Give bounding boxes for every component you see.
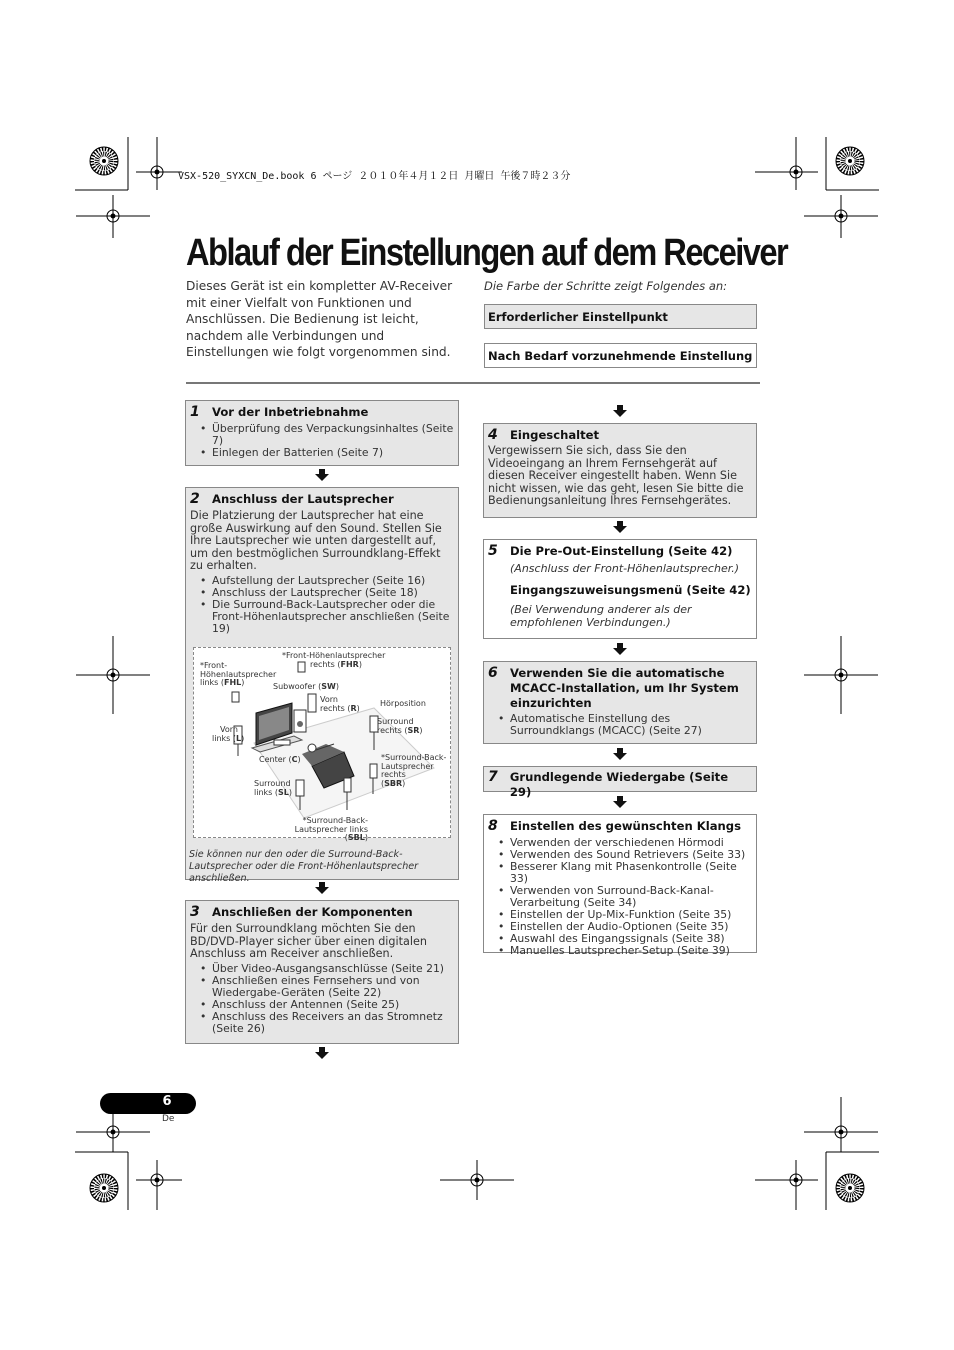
label-text: ) bbox=[356, 703, 360, 713]
label-text: rechts ( bbox=[377, 725, 408, 735]
label-sr bbox=[377, 718, 423, 735]
divider bbox=[186, 382, 760, 384]
step-3 bbox=[185, 900, 459, 1044]
arrow-down-icon bbox=[613, 643, 627, 655]
label-text: Lautsprecher links ( bbox=[294, 824, 368, 842]
intro-text: Dieses Gerät ist ein kompletter AV-Receiver mit einer Vielfalt von Funktionen und Anschlüssen. Die Bedienung ist leicht, nachdem alle Verbindungen und Einstellungen wie folgt vorgenommen sind. bbox=[186, 279, 453, 359]
list-item: • Anschließen eines Fernsehers und von Wiedergabe-Geräten (Seite 22) bbox=[212, 975, 458, 999]
label-text: Surround bbox=[377, 717, 414, 726]
label-text: *Surround-Back- bbox=[381, 753, 447, 762]
label-text: Surround bbox=[254, 779, 291, 788]
label-c bbox=[259, 756, 301, 765]
label-code: FHR bbox=[340, 659, 359, 669]
label-text: *Front-Höhenlautsprecher bbox=[282, 651, 386, 660]
step-subtitle: Eingangszuweisungsmenü (Seite 42) bbox=[510, 583, 751, 597]
step-bullets bbox=[484, 713, 756, 737]
arrow-down-icon bbox=[613, 521, 627, 533]
diagram-caption: Sie können nur den oder die Surround-Back-Lautsprecher oder die Front-Höhenlautsprecher anschließen. bbox=[189, 849, 419, 884]
step-text: Vergewissern Sie sich, dass Sie den Videoeingang an Ihrem Fernsehgerät auf diesen Receiver eingestellt haben. Wenn Sie nicht wissen, wie das geht, lesen Sie bitte die Bedienungsanleitung Ihres Fernsehgerätes. bbox=[488, 444, 744, 508]
legend-optional: Nach Bedarf vorzunehmende Einstellung bbox=[484, 343, 757, 368]
step-title: Die Pre-Out-Einstellung (Seite 42) bbox=[510, 544, 733, 558]
registration-star-icon bbox=[836, 147, 864, 175]
step-title: Anschluss der Lautsprecher bbox=[212, 492, 394, 506]
label-sl bbox=[254, 780, 292, 797]
arrow-down-icon bbox=[315, 1047, 329, 1059]
label-fhr bbox=[282, 652, 385, 669]
label-code: SR bbox=[407, 725, 420, 735]
label-code: SL bbox=[277, 787, 289, 797]
step-number: 5 bbox=[488, 543, 498, 559]
label-text: rechts bbox=[381, 770, 406, 779]
step-text: Für den Surroundklang möchten Sie den BD/DVD-Player sicher über einen digitalen Anschluss am Receiver anschließen. bbox=[190, 922, 427, 961]
label-sbr bbox=[381, 754, 446, 788]
arrow-down-icon bbox=[613, 405, 627, 417]
list-item: • Anschluss des Receivers an das Stromnetz (Seite 26) bbox=[212, 1011, 458, 1035]
label-code: SBL bbox=[347, 833, 365, 842]
step-6 bbox=[483, 661, 757, 744]
step-number: 1 bbox=[190, 404, 200, 420]
list-item: • Besserer Klang mit Phasenkontrolle (Seite 33) bbox=[510, 861, 756, 885]
page-number: 6 bbox=[162, 1094, 172, 1109]
step-number: 7 bbox=[488, 769, 498, 785]
label-sbl bbox=[272, 817, 368, 843]
step-7 bbox=[483, 766, 757, 799]
step-text: Die Platzierung der Lautsprecher hat eine große Auswirkung auf den Sound. Stellen Sie Ihre Lautsprecher wie unten dargestellt auf, um den bestmöglichen Surroundklang-Effekt zu erhalten. bbox=[190, 509, 442, 573]
list-item: • Einlegen der Batterien (Seite 7) bbox=[212, 447, 458, 459]
step-note: (Bei Verwendung anderer als der empfohlenen Verbindungen.) bbox=[510, 603, 692, 629]
label-text: ) bbox=[297, 755, 301, 764]
step-bullets bbox=[186, 575, 458, 635]
arrow-down-icon bbox=[613, 748, 627, 760]
step-number: 4 bbox=[488, 427, 498, 443]
list-item: • Über Video-Ausgangsanschlüsse (Seite 21) bbox=[212, 963, 458, 975]
list-item: • Auswahl des Eingangssignals (Seite 38) bbox=[510, 933, 756, 945]
label-text: ) bbox=[288, 787, 292, 797]
label-text: ) bbox=[335, 682, 339, 691]
label-text: Subwoofer ( bbox=[273, 682, 322, 691]
label-text: *Front- bbox=[200, 661, 228, 670]
legend-caption: Die Farbe der Schritte zeigt Folgendes an: bbox=[484, 279, 728, 293]
label-r bbox=[320, 696, 360, 713]
list-item: • Einstellen der Audio-Optionen (Seite 35) bbox=[510, 921, 756, 933]
page-title: Ablauf der Einstellungen auf dem Receiver bbox=[186, 232, 788, 274]
step-4 bbox=[483, 423, 757, 518]
step-title: Eingeschaltet bbox=[510, 428, 600, 442]
label-text: links ( bbox=[254, 787, 278, 797]
label-text: Vorn bbox=[220, 725, 238, 734]
label-text: *Surround-Back- bbox=[302, 816, 368, 825]
step-bullets bbox=[484, 837, 756, 957]
arrow-down-icon bbox=[613, 796, 627, 808]
list-item: • Verwenden des Sound Retrievers (Seite 33) bbox=[510, 849, 756, 861]
label-text: rechts ( bbox=[310, 659, 341, 669]
list-item: • Verwenden von Surround-Back-Kanal-Verarbeitung (Seite 34) bbox=[510, 885, 756, 909]
list-item: • Manuelles Lautsprecher-Setup (Seite 39) bbox=[510, 945, 756, 957]
step-8 bbox=[483, 814, 757, 957]
label-text: ) bbox=[241, 678, 245, 687]
label-code: FHL bbox=[223, 678, 242, 687]
label-text: links ( bbox=[200, 678, 224, 687]
page-number-badge bbox=[100, 1093, 196, 1114]
page-language: De bbox=[162, 1114, 175, 1124]
list-item: • Aufstellung der Lautsprecher (Seite 16) bbox=[212, 575, 458, 587]
label-code: R bbox=[350, 703, 357, 713]
label-text: ) bbox=[364, 833, 368, 842]
registration-star-icon bbox=[90, 1174, 118, 1202]
step-number: 6 bbox=[488, 665, 498, 681]
list-item: • Verwenden der verschiedenen Hörmodi bbox=[510, 837, 756, 849]
label-code: SW bbox=[321, 682, 336, 691]
label-text: ) bbox=[419, 725, 423, 735]
label-text: Höhenlautsprecher bbox=[200, 669, 277, 679]
label-text: Vorn bbox=[320, 695, 338, 704]
list-item: • Anschluss der Lautsprecher (Seite 18) bbox=[212, 587, 458, 599]
legend-required: Erforderlicher Einstellpunkt bbox=[484, 304, 757, 329]
registration-star-icon bbox=[90, 147, 118, 175]
label-listening-position: Hörposition bbox=[380, 699, 426, 708]
step-number: 2 bbox=[190, 491, 200, 507]
step-bullets bbox=[186, 963, 458, 1035]
list-item: • Automatische Einstellung des Surroundklangs (MCACC) (Seite 27) bbox=[510, 713, 756, 737]
speaker-placement-diagram bbox=[193, 647, 451, 842]
step-number: 3 bbox=[190, 904, 200, 920]
label-text: rechts ( bbox=[320, 703, 351, 713]
label-text: Lautsprecher bbox=[381, 761, 434, 771]
step-5 bbox=[483, 539, 757, 639]
step-title: Anschließen der Komponenten bbox=[212, 905, 413, 919]
list-item: • Überprüfung des Verpackungsinhaltes (Seite 7) bbox=[212, 423, 458, 447]
label-code: SBR bbox=[384, 778, 403, 788]
step-number: 8 bbox=[488, 818, 498, 834]
list-item: • Die Surround-Back-Lautsprecher oder die Front-Höhenlautsprecher anschließen (Seite 19) bbox=[212, 599, 458, 635]
step-title: Einstellen des gewünschten Klangs bbox=[510, 819, 741, 833]
step-bullets bbox=[186, 423, 458, 459]
step-title: Vor der Inbetriebnahme bbox=[212, 405, 369, 419]
arrow-down-icon bbox=[315, 882, 329, 894]
label-sw bbox=[273, 683, 339, 692]
registration-star-icon bbox=[836, 1174, 864, 1202]
step-title: Grundlegende Wiedergabe (Seite 29) bbox=[509, 770, 729, 799]
label-l bbox=[212, 725, 245, 743]
label-text: ( bbox=[381, 778, 385, 788]
step-title: Verwenden Sie die automatische MCACC-Installation, um Ihr System einzurichten bbox=[510, 666, 739, 710]
label-text: ) bbox=[358, 659, 362, 669]
step-note: (Anschluss der Front-Höhenlautsprecher.) bbox=[510, 562, 740, 575]
list-item: • Anschluss der Antennen (Seite 25) bbox=[212, 999, 458, 1011]
label-text: ) bbox=[241, 733, 245, 743]
label-text: ) bbox=[402, 778, 406, 788]
label-fhl bbox=[200, 662, 276, 688]
list-item: • Einstellen der Up-Mix-Funktion (Seite 35) bbox=[510, 909, 756, 921]
label-text: Center ( bbox=[259, 755, 292, 764]
step-1 bbox=[185, 400, 459, 466]
arrow-down-icon bbox=[315, 469, 329, 481]
label-code: C bbox=[291, 755, 298, 764]
label-text: links ( bbox=[212, 733, 236, 743]
label-code: L bbox=[235, 733, 242, 743]
print-header: VSX-520_SYXCN_De.book 6 ページ ２０１０年４月１２日 月曜日 午後７時２３分 bbox=[178, 171, 571, 182]
